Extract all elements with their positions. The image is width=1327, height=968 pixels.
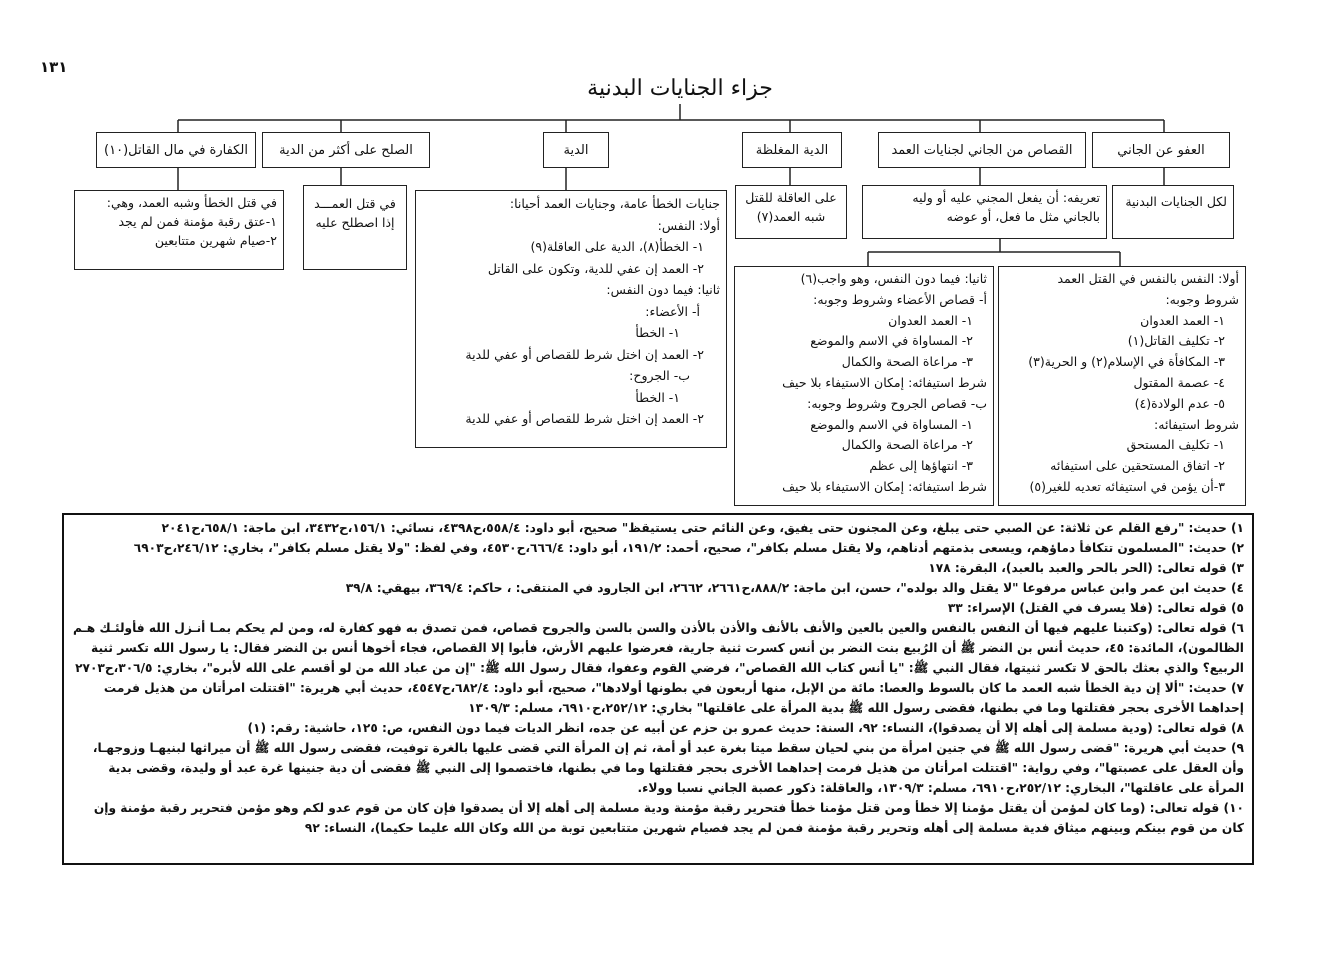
duna-line-10: ٣- انتهاؤها إلى عظم — [869, 458, 973, 474]
kaffara-line-1: في قتل الخطأ وشبه العمد، وهي: — [106, 195, 277, 210]
page-number: ١٣١ — [40, 58, 68, 76]
nafs-line-5: ٣- المكافأة في الإسلام(٢) و الحرية(٣) — [1028, 354, 1225, 370]
diya-line-8: ٢- العمد إن اختل شرط للقصاص أو عفي للدية — [465, 346, 704, 362]
nafs-line-8: شروط استيفائه: — [1154, 416, 1239, 432]
diya-line-7: ١- الخطأ — [635, 325, 680, 340]
header-qisas: القصاص من الجاني لجنايات العمد — [878, 132, 1086, 168]
diya-line-11: ٢- العمد إن اختل شرط للقصاص أو عفي للدية — [465, 411, 704, 426]
diya-line-4: ٢- العمد إن عفي للدية، وتكون على القاتل — [487, 260, 704, 276]
nafs-line-1: أولا: النفس بالنفس في القتل العمد — [1057, 271, 1239, 286]
diya-line-9: ب- الجروح: — [629, 368, 690, 383]
box-qisas-definition — [862, 185, 1107, 239]
duna-line-4: ٢- المساواة في الاسم والموضع — [810, 333, 973, 349]
box-qisas-duna-nafs — [734, 266, 994, 506]
diya-line-1: جنايات الخطأ عامة، وجنايات العمد أحيانا: — [509, 196, 720, 211]
diya-line-6: أ- الأعضاء: — [645, 303, 700, 319]
footnote-3: ٣) قوله تعالى: (الحر بالحر والعبد بالعبد)، البقرة: ١٧٨ — [928, 561, 1244, 575]
nafs-line-10: ٢- اتفاق المستحقين على استيفائه — [1050, 458, 1225, 474]
sulh-line-1: في قتل العمـــد — [314, 196, 396, 211]
header-afw: العفو عن الجاني — [1092, 132, 1230, 168]
footnote-5: ٥) قوله تعالى: (فلا يسرف في القتل) الإسراء: ٣٣ — [947, 601, 1244, 615]
footnote-4: ٤) حديث ابن عمر وابن عباس مرفوعا "لا يقتل والد بولده"، حسن، ابن ماجة: ٨٨٨/٢،ح٢٦٦١، ٢٦٦٢، ابن الجارود في المنتقى: ، حاكم: ٣٦٩/٤، بيهقي: ٣٩/٨ — [345, 581, 1244, 595]
header-sulh: الصلح على أكثر من الدية — [262, 132, 430, 168]
box-kaffara — [74, 190, 284, 270]
kaffara-line-2: ١-عتق رقبة مؤمنة فمن لم يجد — [118, 214, 277, 229]
duna-line-8: ١- المساواة في الاسم والموضع — [810, 416, 973, 432]
footnote-6: ٦) قوله تعالى: (وكتبنا عليهم فيها أن النفس بالنفس والعين بالعين والأنف بالأنف والأذن بالأذن والسن بالسن والجروح قصاص، فمن تصدق به فهو كفارة له، ومن لم يحكم بمـا أنـزل الله فأولئـك هـم الظالمون)، المائدة: ٤٥، حديث أنس بن النضر ﷺ أن الرُبيع بنت النضر بن أنس كسرت ثنية جارية، فعرضوا عليهم الأرش، فأبوا إلا القصاص، فجاء أخوها أنس بن النضر فقال: يا رسول الله تكسر ثنية الربيع؟ والذي بعثك بالحق لا تكسر ثنيتها، فقال النبي ﷺ: "يا أنس كتاب الله القصاص"، فرضي القوم وعفوا، فقال رسول الله ﷺ: "إن من عباد الله من لو أقسم على الله لأبره"، بخاري: ٣٠٦/٥،ح٢٧٠٣ — [73, 621, 1244, 675]
nafs-line-9: ١- تكليف المستحق — [1126, 437, 1225, 453]
header-diya-mughallaza: الدية المغلظة — [742, 132, 842, 168]
duna-line-3: ١- العمد العدوان — [888, 312, 973, 328]
nafs-line-6: ٤- عصمة المقتول — [1133, 374, 1225, 390]
duna-line-5: ٣- مراعاة الصحة والكمال — [841, 354, 973, 370]
box-afw — [1112, 185, 1234, 239]
header-diya: الدية — [543, 132, 609, 168]
mughallaza-line-2: شبه العمد(٧) — [756, 209, 826, 224]
box-diya-mughallaza — [735, 185, 847, 239]
nafs-line-7: ٥- عدم الولادة(٤) — [1134, 395, 1225, 411]
footnotes-box — [62, 513, 1254, 865]
duna-line-2: أ- قصاص الأعضاء وشروط وجوبه: — [813, 291, 987, 307]
box-qisas-nafs — [998, 266, 1246, 506]
page-title: جزاء الجنايات البدنية — [587, 76, 773, 101]
box-sulh — [303, 185, 407, 270]
duna-line-6: شرط استيفائه: إمكان الاستيفاء بلا حيف — [782, 374, 987, 390]
qisas-def-line-1: تعريفه: أن يفعل المجني عليه أو وليه — [912, 190, 1100, 205]
duna-line-9: ٢- مراعاة الصحة والكمال — [841, 437, 973, 453]
mughallaza-line-1: على العاقلة للقتل — [745, 190, 837, 205]
duna-line-1: ثانيا: فيما دون النفس، وهو واجب(٦) — [800, 271, 987, 286]
nafs-line-4: ٢- تكليف القاتل(١) — [1127, 333, 1225, 349]
nafs-line-11: ٣-أن يؤمن في استيفائه تعديه للغير(٥) — [1029, 478, 1225, 494]
footnote-7: ٧) حديث: "ألا إن دية الخطأ شبه العمد ما كان بالسوط والعصا: مائة من الإبل، منها أربعون في بطونها أولادها"، صحيح، أبو داود: ٦٨٢/٤،ح٤٥٤٧، حديث أبي هريرة: "اقتتلت امرأتان من هذيل فرمت إحداهما الأخرى بحجر فقتلتها وما في بطنها، فقضى رسول الله ﷺ بدية المرأة على عاقلتها" بخاري: ٢٥٢/١٢،ح٦٩١٠، مسلم: ١٣٠٩/٣ — [103, 681, 1244, 715]
header-kaffara: الكفارة في مال القاتل(١٠) — [96, 132, 256, 168]
duna-line-7: ب- قصاص الجروح وشروط وجوبه: — [807, 395, 987, 411]
afw-line: لكل الجنايات البدنية — [1125, 194, 1227, 209]
footnote-9: ٩) حديث أبي هريرة: "قضى رسول الله ﷺ في جنين امرأة من بني لحيان سقط ميتا بغرة عبد أو أمة، ثم إن المرأة التي قضى عليها بالغرة توفيت، فقضى رسول الله ﷺ أن ميراثها لبنيهـا وزوجهـا، وأن العقل على عصبتها"، وفي رواية: "اقتتلت امرأتان من هذيل فرمت إحداهما الأخرى بحجر فقتلتها وما في بطنها، فاختصموا إلى النبي ﷺ فقضى أن دية جنينها غرة عبد أو وليدة، وقضى بدية المرأة على عاقلتها"، البخاري: ٢٥٢/١٢،ح٦٩١٠، مسلم: ١٣٠٩/٣، والعاقلة: ذكور عصبة الجاني نسبا وولاء. — [92, 741, 1244, 795]
qisas-def-line-2: بالجاني مثل ما فعل، أو عوضه — [946, 209, 1100, 224]
diya-line-10: ١- الخطأ — [635, 389, 680, 405]
diya-line-5: ثانيا: فيما دون النفس: — [606, 282, 720, 297]
footnote-10: ١٠) قوله تعالى: (وما كان لمؤمن أن يقتل مؤمنا إلا خطأ ومن قتل مؤمنا خطأ فتحرير رقبة مؤمنة ودية مسلمة إلى أهله إلا أن يصدقوا فإن كان من قوم عدو لكم وهو مؤمن فتحرير رقبة مؤمنة وإن كان من قوم بينكم وبينهم ميثاق فدية مسلمة إلى أهله وتحرير رقبة مؤمنة فمن لم يجد فصيام شهرين متتابعين توبة من الله وكان الله عليما حكيما)، النساء: ٩٢ — [93, 801, 1244, 835]
nafs-line-3: ١- العمد العدوان — [1140, 312, 1225, 328]
sulh-line-2: إذا اصطلح عليه — [315, 215, 395, 230]
duna-line-11: شرط استيفائه: إمكان الاستيفاء بلا حيف — [782, 478, 987, 494]
footnote-2: ٢) حديث: "المسلمون تتكافأ دماؤهم، ويسعى بذمتهم أدناهم، ولا يقتل مسلم بكافر"، صحيح، أحمد: ١٩١/٢، أبو داود: ٦٦٦/٤،ح٤٥٣٠، وفي لفظ: "ولا يقتل مسلم بكافر"، بخاري: ٢٤٦/١٢،ح٦٩٠٣ — [133, 541, 1244, 555]
diya-line-2: أولا: النفس: — [657, 217, 720, 233]
footnote-8: ٨) قوله تعالى: (ودية مسلمة إلى أهله إلا أن يصدقوا)، النساء: ٩٢، السنة: حديث عمرو بن حزم عن أبيه عن جده، انظر الديات فيما دون النفس، ص: ١٢٥، حاشية: رقم: (١) — [247, 721, 1244, 735]
kaffara-line-3: ٢-صيام شهرين متتابعين — [154, 233, 277, 248]
footnote-1: ١) حديث: "رفع القلم عن ثلاثة: عن الصبي حتى يبلغ، وعن المجنون حتى يفيق، وعن النائم حتى يستيقظ" صحيح، أبو داود: ٥٥٨/٤،ح٤٣٩٨، نسائي: ١٥٦/١،ح٣٤٣٢، ابن ماجة: ٦٥٨/١،ح٢٠٤١ — [161, 521, 1244, 535]
box-diya-details — [415, 190, 727, 448]
diya-line-3: ١- الخطأ(٨)، الدية على العاقلة(٩) — [530, 239, 704, 254]
nafs-line-2: شروط وجوبه: — [1165, 291, 1239, 307]
